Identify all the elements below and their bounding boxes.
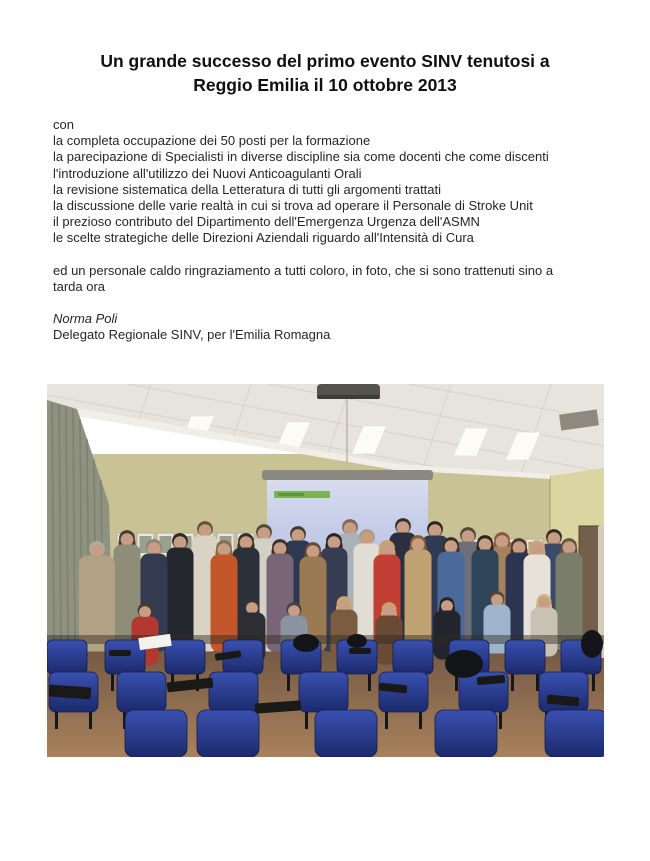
signature-block (53, 311, 598, 343)
body-line: la completa occupazione dei 50 posti per la formazione (53, 133, 371, 149)
signature-name: Norma Poli (53, 311, 118, 326)
event-photo (47, 384, 604, 757)
body-line: la parecipazione di Specialisti in diverse discipline sia come docenti che come discenti (53, 149, 549, 165)
event-photo-illustration (47, 384, 604, 757)
body-line: l'introduzione all'utilizzo dei Nuovi Anticoagulanti Orali (53, 165, 362, 181)
body-line: la discussione delle varie realtà in cui si trova ad operare il Personale di Stroke Unit (53, 198, 533, 214)
signature-role: Delegato Regionale SINV, per l'Emilia Romagna (53, 327, 331, 343)
thanks-line-1: ed un personale caldo ringraziamento a tutti coloro, in foto, che si sono trattenuti sino a (53, 263, 554, 278)
body-line: il prezioso contributo del Dipartimento dell'Emergenza Urgenza dell'ASMN (53, 214, 480, 230)
page-title (0, 49, 650, 97)
body-line: le scelte strategiche delle Direzioni Aziendali riguardo all'Intensità di Cura (53, 230, 474, 246)
thanks-paragraph (53, 263, 598, 295)
body-line: la revisione sistematica della Letteratura di tutti gli argomenti trattati (53, 181, 442, 197)
title-line-2: Reggio Emilia il 10 ottobre 2013 (193, 75, 457, 95)
body-line: con (53, 117, 74, 132)
body-text (53, 117, 598, 247)
thanks-line-2: tarda ora (53, 279, 106, 295)
title-line-1: Un grande successo del primo evento SINV tenutosi a (100, 51, 550, 71)
